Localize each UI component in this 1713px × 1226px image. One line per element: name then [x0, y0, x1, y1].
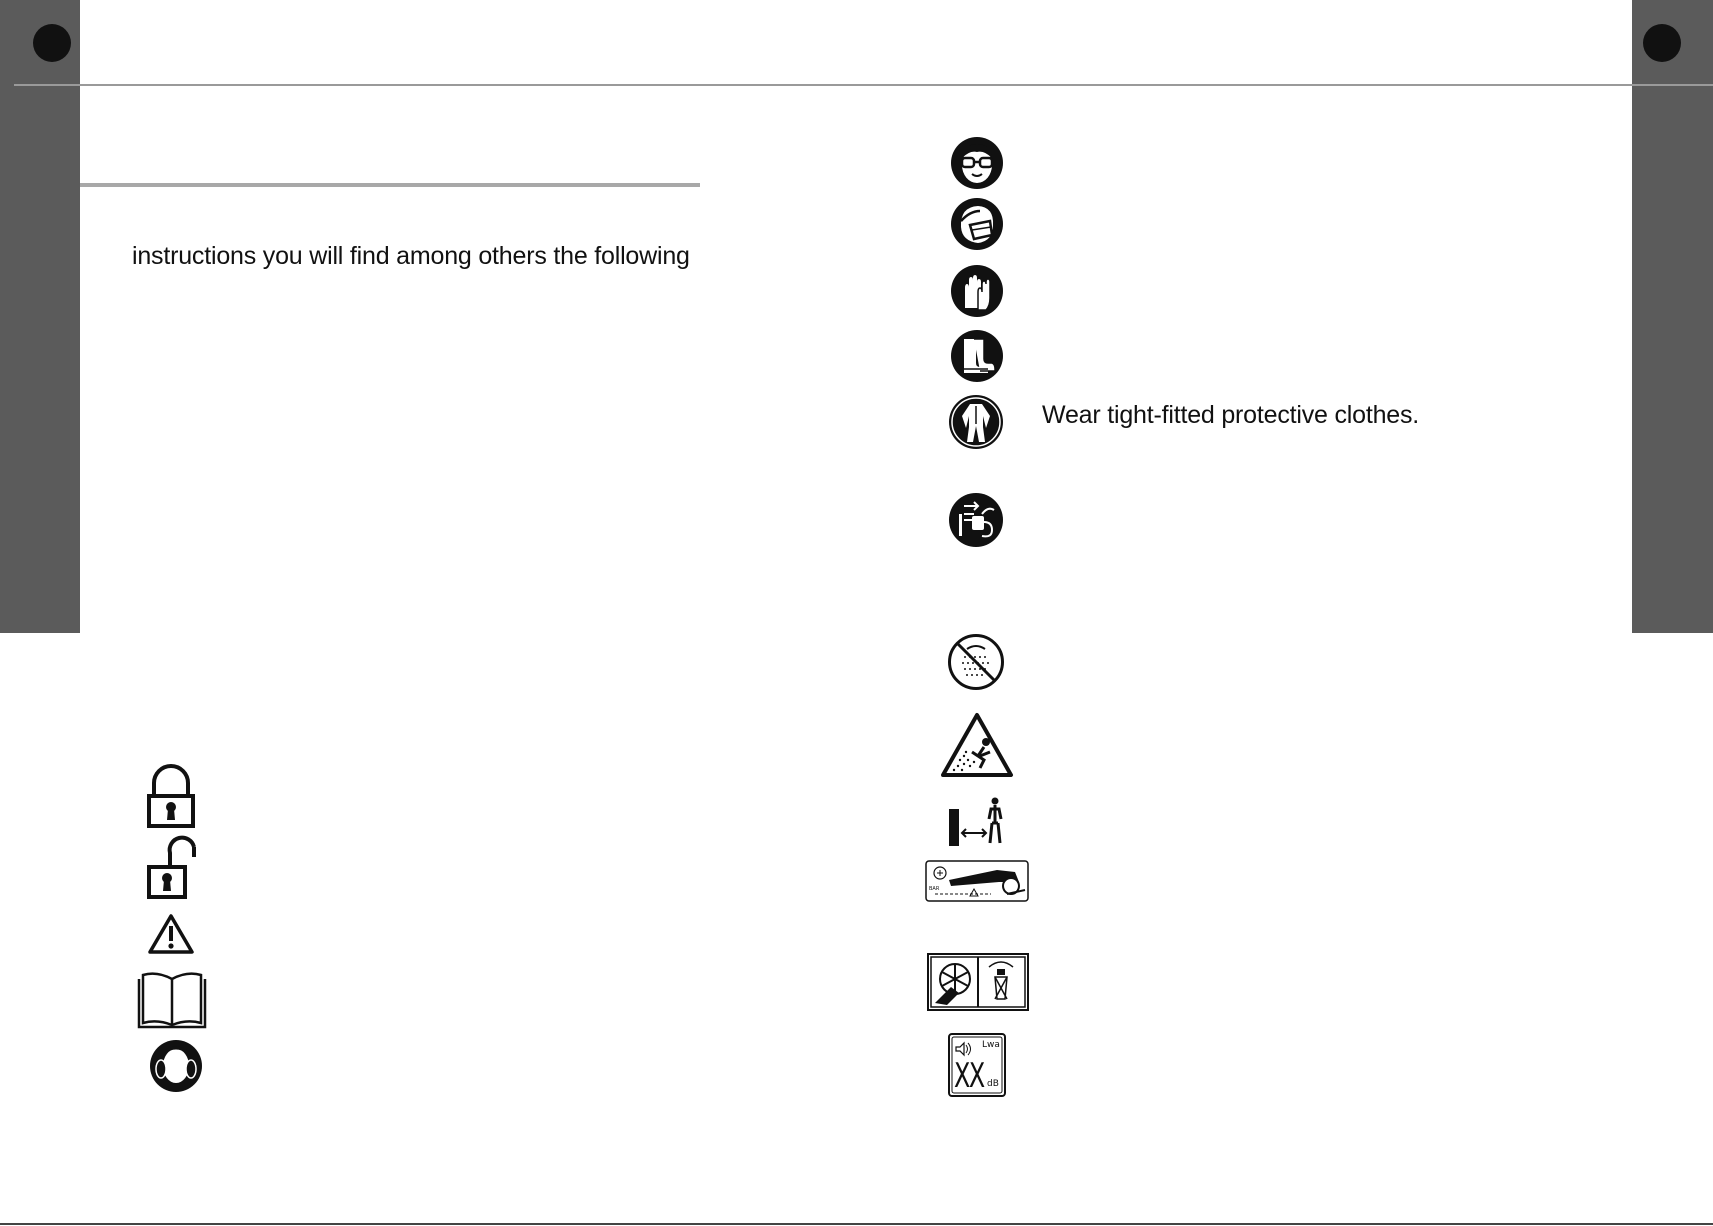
- sound-value: XX: [954, 1056, 984, 1096]
- left-margin-bar: [0, 0, 80, 633]
- ear-protection-icon: [149, 1039, 203, 1093]
- locked-padlock-icon: [146, 766, 196, 828]
- keep-distance-bystanders-icon: [948, 797, 1008, 847]
- rotating-impeller-hazard-icon: [927, 953, 1029, 1011]
- punch-hole-left: [33, 24, 71, 62]
- read-manual-book-icon: [135, 971, 209, 1031]
- footer-rule: [0, 1223, 1713, 1225]
- punch-hole-right: [1643, 24, 1681, 62]
- protective-clothing-icon: [948, 394, 1004, 450]
- sound-power-level-icon: [948, 1033, 1006, 1097]
- blower-nozzle-label-icon: [925, 860, 1029, 902]
- flying-debris-warning-icon: [940, 712, 1014, 778]
- intro-text: instructions you will find among others the following: [132, 242, 690, 270]
- sound-unit: dB: [987, 1079, 999, 1089]
- section-rule: [80, 183, 700, 187]
- no-rain-exposure-icon: [947, 633, 1005, 691]
- warning-triangle-icon: [148, 913, 194, 955]
- header-rule: [14, 84, 1713, 86]
- safety-boots-icon: [950, 329, 1004, 383]
- svg-text:BAR: BAR: [929, 886, 940, 892]
- dust-mask-icon: [950, 197, 1004, 251]
- unlocked-padlock-icon: [146, 835, 196, 899]
- eye-protection-goggles-icon: [950, 136, 1004, 190]
- unplug-power-icon: [948, 492, 1004, 548]
- protective-gloves-icon: [950, 264, 1004, 318]
- symbol-text-clothes: Wear tight-fitted protective clothes.: [1042, 401, 1420, 429]
- right-margin-bar: [1632, 0, 1713, 633]
- sound-label-top: Lwa: [982, 1040, 1000, 1050]
